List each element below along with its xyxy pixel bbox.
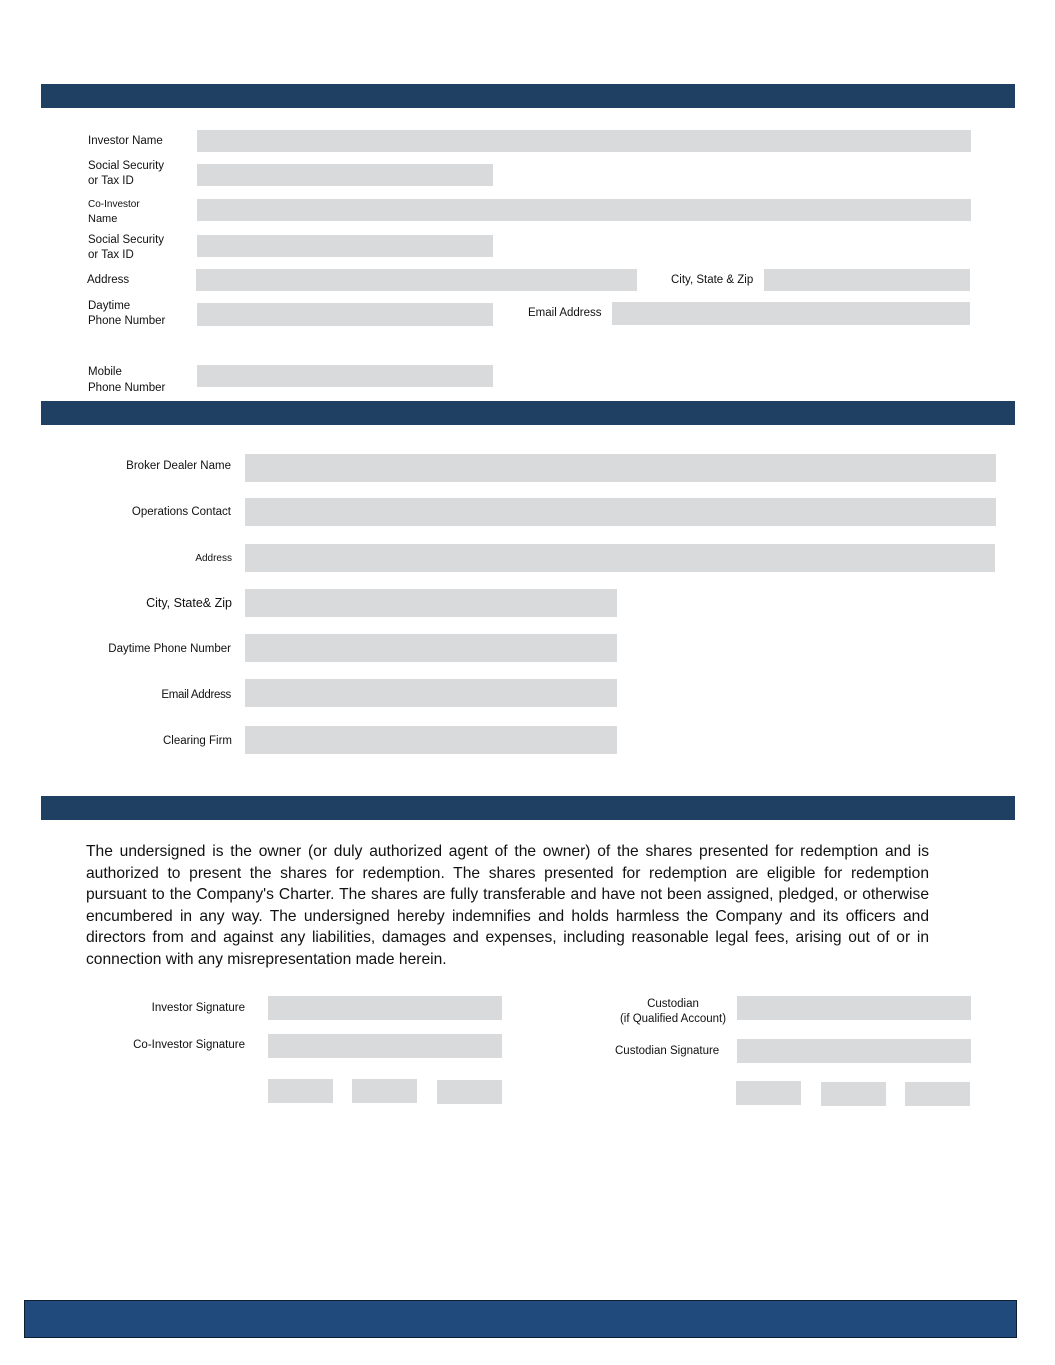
city-state-zip-field[interactable]: [764, 269, 970, 291]
broker-section-header-bar: [41, 401, 1015, 425]
co-ssn-label: [88, 233, 164, 263]
operations-contact-label: Operations Contact: [131, 506, 231, 518]
address-label: Address: [87, 274, 130, 286]
custodian-field[interactable]: [737, 996, 971, 1020]
investor-date-year-field[interactable]: [437, 1080, 502, 1104]
broker-email-label: Email Address: [161, 689, 231, 701]
investor-name-label: Investor Name: [88, 135, 163, 147]
broker-daytime-phone-label: Daytime Phone Number: [108, 643, 231, 655]
email-label: Email Address: [528, 307, 602, 319]
custodian-label-line1: Custodian: [647, 998, 699, 1010]
clearing-firm-field[interactable]: [245, 726, 617, 754]
broker-daytime-phone-field[interactable]: [245, 634, 617, 662]
daytime-phone-label: [88, 299, 165, 329]
custodian-signature-label: Custodian Signature: [615, 1045, 720, 1057]
co-investor-label-line1: Co-Investor: [88, 199, 140, 210]
custodian-label: [613, 997, 733, 1027]
co-investor-name-field[interactable]: [197, 199, 971, 221]
email-field[interactable]: [612, 302, 970, 325]
broker-city-state-zip-label: City, State& Zip: [146, 596, 232, 610]
operations-contact-field[interactable]: [245, 498, 996, 526]
mobile-phone-label: [88, 364, 165, 396]
investor-signature-label: Investor Signature: [151, 1002, 245, 1014]
ssn-label: [88, 159, 164, 189]
co-ssn-label-line1: Social Security: [88, 234, 165, 246]
daytime-label-line2: Phone Number: [88, 315, 166, 327]
custodian-date-year-field[interactable]: [905, 1082, 970, 1106]
investor-name-field[interactable]: [197, 130, 971, 152]
authorization-statement: The undersigned is the owner (or duly authorized agent of the owner) of the shares presented for redemption and is authorized to present the shares for redemption. The shares presented for redemption are eligible for redemption pursuant to the Company's Charter. The shares are fully transferable and have not been assigned, pledged, or otherwise encumbered in any way. The undersigned hereby indemnifies and holds harmless the Company and its officers and directors from and against any liabilities, damages and expenses, including reasonable legal fees, arising out of or in connection with any misrepresentation made herein.: [86, 843, 929, 968]
ssn-label-line2: or Tax ID: [88, 175, 134, 187]
custodian-label-line2: (if Qualified Account): [619, 1013, 727, 1025]
broker-address-field[interactable]: [245, 544, 995, 572]
ssn-field[interactable]: [197, 164, 493, 186]
daytime-phone-field[interactable]: [197, 303, 493, 326]
co-ssn-field[interactable]: [197, 235, 493, 257]
broker-email-field[interactable]: [245, 679, 617, 707]
co-ssn-label-line2: or Tax ID: [88, 249, 134, 261]
co-investor-signature-label: Co-Investor Signature: [133, 1039, 245, 1051]
mobile-label-line2: Phone Number: [88, 382, 166, 394]
ssn-label-line1: Social Security: [88, 160, 165, 172]
broker-address-label: Address: [195, 553, 232, 564]
investor-signature-field[interactable]: [268, 996, 502, 1020]
broker-dealer-name-label: Broker Dealer Name: [126, 460, 231, 472]
address-field[interactable]: [196, 269, 637, 291]
co-investor-label-line2: Name: [88, 213, 118, 225]
daytime-label-line1: Daytime: [88, 300, 131, 312]
investor-date-month-field[interactable]: [268, 1079, 333, 1103]
custodian-signature-field[interactable]: [737, 1039, 971, 1063]
investor-section-header-bar: [41, 84, 1015, 108]
custodian-date-month-field[interactable]: [736, 1081, 801, 1105]
co-investor-name-label: [88, 197, 140, 227]
custodian-date-day-field[interactable]: [821, 1082, 886, 1106]
mobile-phone-field[interactable]: [197, 365, 493, 387]
co-investor-signature-field[interactable]: [268, 1034, 502, 1058]
authorization-section-header-bar: [41, 796, 1015, 820]
broker-city-state-zip-field[interactable]: [245, 589, 617, 617]
mobile-label-line1: Mobile: [88, 366, 122, 378]
city-state-zip-label: City, State & Zip: [671, 274, 754, 286]
investor-date-day-field[interactable]: [352, 1079, 417, 1103]
footer-bar: [24, 1300, 1017, 1338]
broker-dealer-name-field[interactable]: [245, 454, 996, 482]
clearing-firm-label: Clearing Firm: [162, 735, 232, 747]
